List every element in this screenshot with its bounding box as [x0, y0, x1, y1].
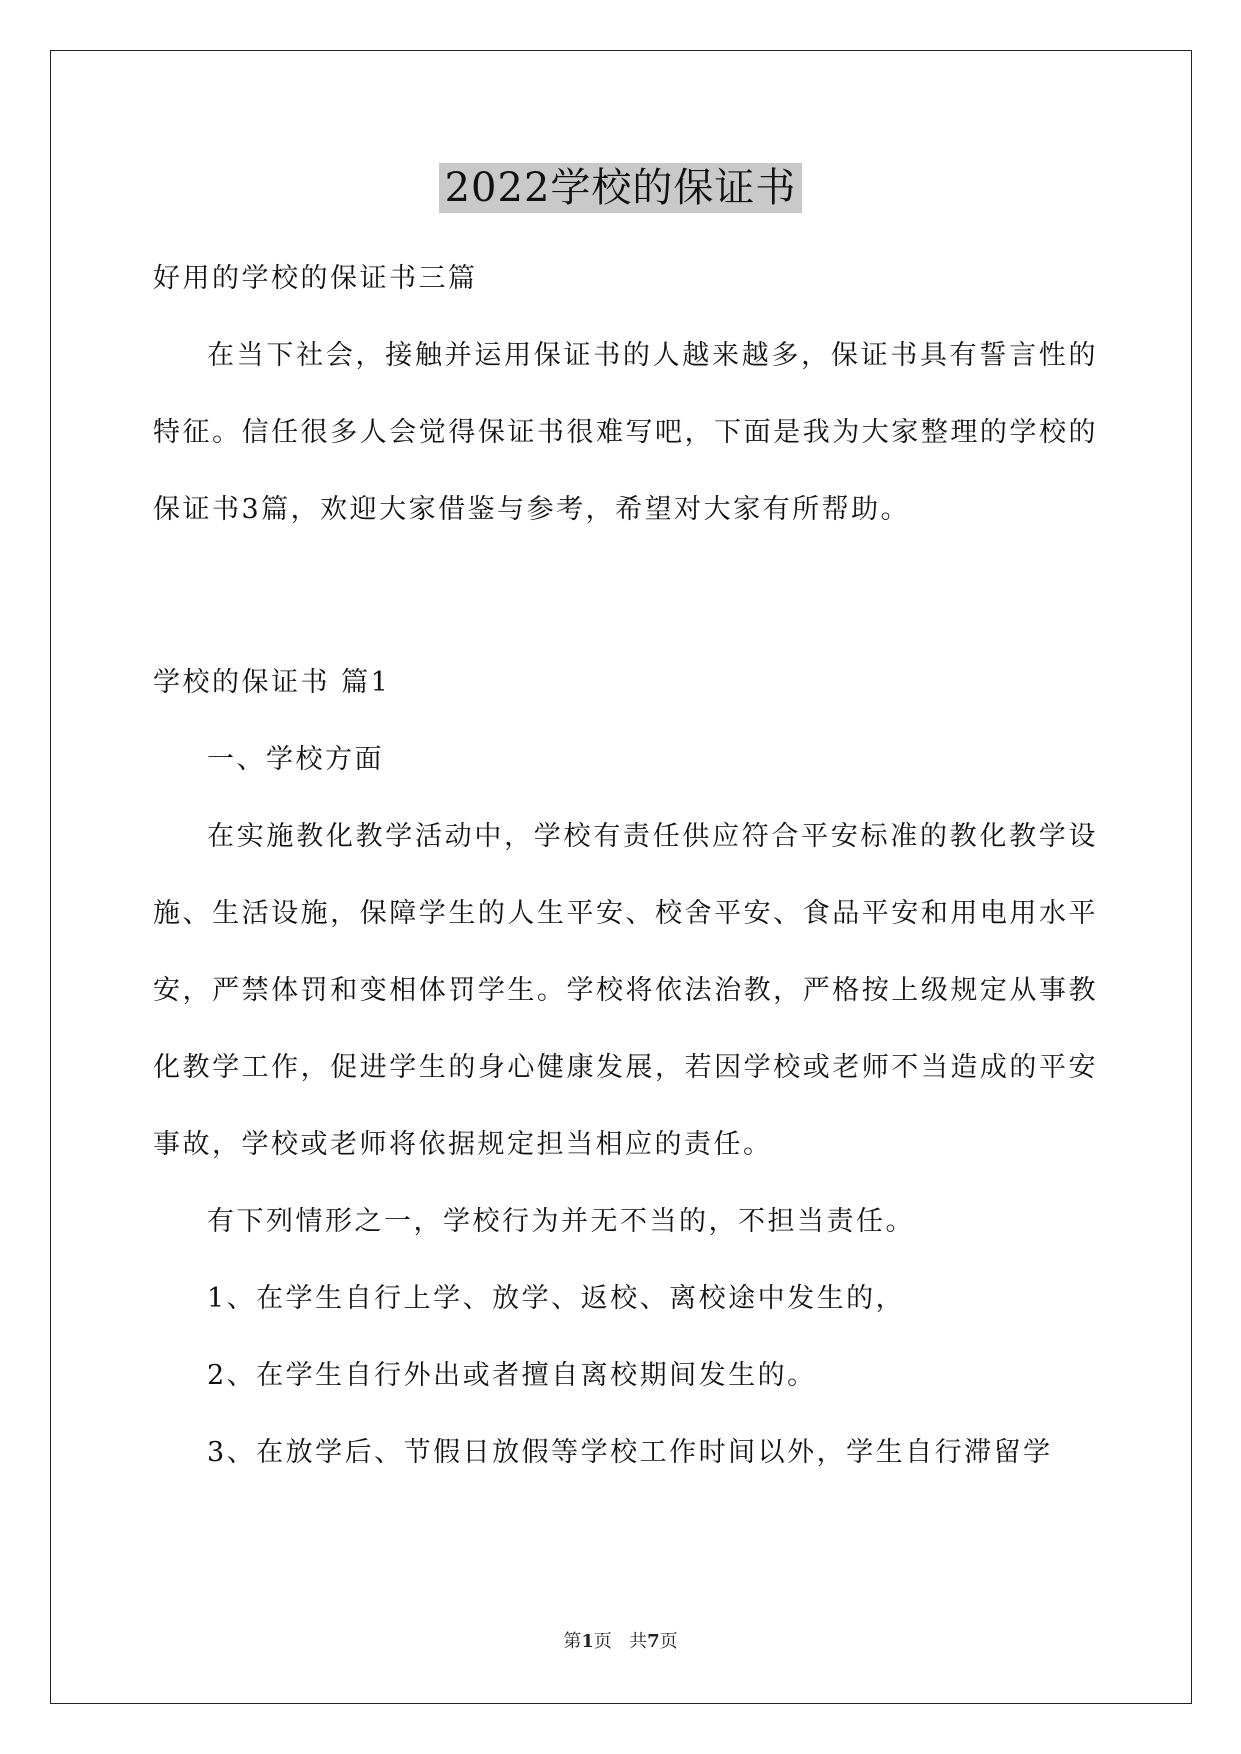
document-body — [153, 240, 1098, 1491]
footer-total-pages: 7 — [647, 1631, 660, 1652]
document-title-text: 2022学校的保证书 — [439, 163, 803, 213]
footer-total-suffix: 页 — [659, 1631, 678, 1652]
intro-paragraph: 在当下社会，接触并运用保证书的人越来越多，保证书具有誓言性的特征。信任很多人会觉得保证书很难写吧，下面是我为大家整理的学校的保证书3篇，欢迎大家借鉴与参考，希望对大家有所帮助。 — [153, 340, 1098, 525]
section-spacer — [153, 548, 1098, 644]
document-subtitle: 好用的学校的保证书三篇 — [153, 263, 478, 294]
body-paragraph-2: 有下列情形之一，学校行为并无不当的，不担当责任。 — [207, 1206, 915, 1237]
page-footer — [0, 1630, 1241, 1654]
list-item-1: 1、在学生自行上学、放学、返校、离校途中发生的， — [207, 1283, 906, 1314]
document-title — [0, 160, 1241, 216]
body-paragraph-1: 在实施教化教学活动中，学校有责任供应符合平安标准的教化教学设施、生活设施，保障学生的人生平安、校舍平安、食品平安和用电用水平安，严禁体罚和变相体罚学生。学校将依法治教，严格按上级规定从事教化教学工作，促进学生的身心健康发展，若因学校或老师不当造成的平安事故，学校或老师将依据规定担当相应的责任。 — [153, 821, 1098, 1160]
section-subheading: 一、学校方面 — [207, 744, 384, 775]
section-heading: 学校的保证书 篇1 — [153, 667, 391, 698]
footer-total-prefix: 共 — [629, 1631, 648, 1652]
footer-current-page: 1 — [581, 1631, 594, 1652]
list-item-2: 2、在学生自行外出或者擅自离校期间发生的。 — [207, 1360, 817, 1391]
footer-page-suffix: 页 — [593, 1631, 612, 1652]
list-item-3: 3、在放学后、节假日放假等学校工作时间以外，学生自行滞留学 — [207, 1437, 1053, 1468]
footer-prefix: 第 — [563, 1631, 582, 1652]
